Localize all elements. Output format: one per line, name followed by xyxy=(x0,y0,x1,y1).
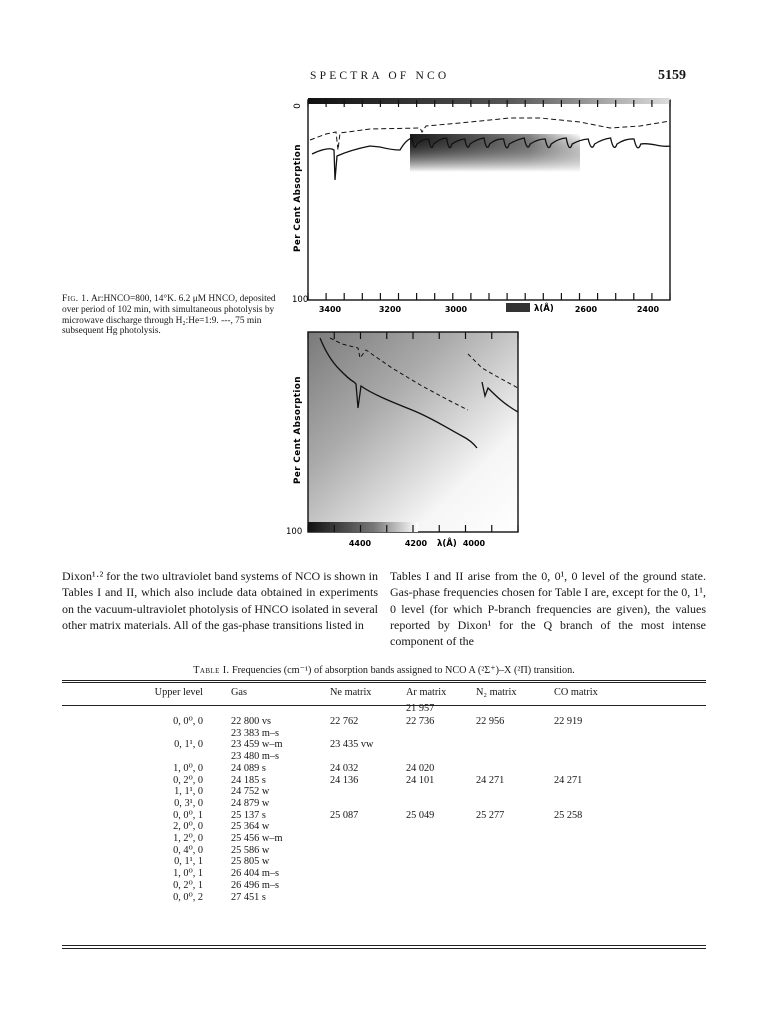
table-row xyxy=(62,880,706,892)
x-tick-label: 4400 xyxy=(348,539,372,548)
table-row xyxy=(62,868,706,880)
table-cell xyxy=(476,868,554,880)
table-cell xyxy=(554,821,706,833)
table-cell xyxy=(476,702,554,716)
table-cell xyxy=(554,739,706,751)
table-rule-top-double xyxy=(62,682,706,683)
table-cell xyxy=(476,821,554,833)
table-cell xyxy=(318,892,406,904)
table-cell: 27 451 s xyxy=(231,891,266,903)
table-label: Table I. xyxy=(193,665,230,676)
table-cell: 23 383 m–s xyxy=(231,727,280,739)
table-cell: 0, 0⁰, 0 xyxy=(173,716,203,727)
column-header: N₂ matrix xyxy=(476,687,517,698)
table-cell xyxy=(476,763,554,775)
body-paragraph: Tables I and II arise from the 0, 0¹, 0 level of the ground state. Gas-phase frequencies chosen for Table I are, except for the 0, 1¹, 0 level (for which P-branch frequencies are given), the values reported by Dixon¹ for the Q branch of the most intense component of the xyxy=(390,569,706,649)
table-cell xyxy=(318,868,406,880)
plot-shading xyxy=(308,332,518,532)
table-cell xyxy=(476,739,554,751)
table-cell: 23 435 vw xyxy=(330,739,374,751)
label-shading xyxy=(506,303,530,312)
table-cell: 26 496 m–s xyxy=(231,879,280,891)
table-cell xyxy=(554,845,706,857)
x-axis-label: λ(Å) xyxy=(437,539,457,549)
table-cell: 23 480 m–s xyxy=(231,751,280,763)
body-paragraph: Dixon¹·² for the two ultraviolet band systems of NCO is shown in Tables I and II, which also include data obtained in experiments on the vacuum-ultraviolet photolysis of HNCO isolated in several other matrix materials. All of the gas-phase transitions listed in xyxy=(62,569,378,632)
table-cell xyxy=(231,702,318,716)
table-rule-bottom xyxy=(62,945,706,946)
column-header: Ar matrix xyxy=(406,687,447,698)
table-cell: 25 456 w–m xyxy=(231,833,283,845)
table-rule-bottom-double xyxy=(62,948,706,949)
table-cell xyxy=(554,751,706,763)
x-axis-tick-labels xyxy=(349,539,486,548)
table-cell xyxy=(318,856,406,868)
table-cell xyxy=(554,798,706,810)
table-row xyxy=(62,775,706,787)
table-cell: 22 762 xyxy=(330,716,359,727)
table-cell xyxy=(554,728,706,740)
table-cell xyxy=(406,728,476,740)
table-cell: 1, 0⁰, 1 xyxy=(173,868,203,880)
table-cell: 25 805 w xyxy=(231,856,270,868)
table-cell: 0, 1¹, 0 xyxy=(174,739,203,751)
table-cell: 25 586 w xyxy=(231,844,270,856)
table-cell: 25 049 xyxy=(406,809,435,821)
figure-caption xyxy=(62,294,292,337)
table-cell: 21 957 xyxy=(406,703,435,715)
spectrum-figure-top xyxy=(280,92,690,320)
table-cell: 24 101 xyxy=(406,774,435,786)
table-body xyxy=(62,702,706,903)
y-axis-label: Per Cent Absorption xyxy=(293,144,303,252)
table-cell xyxy=(318,702,406,716)
table-row xyxy=(62,845,706,857)
table-cell: 24 752 w xyxy=(231,786,270,798)
table-cell xyxy=(554,880,706,892)
table-cell: 23 459 w–m xyxy=(231,739,283,751)
table-cell: 25 364 w xyxy=(231,821,270,833)
table-cell: 0, 0⁰, 1 xyxy=(173,809,203,821)
table-cell: 24 020 xyxy=(406,762,435,774)
table-cell: 1, 2⁰, 0 xyxy=(173,833,203,845)
top-axis-ticks xyxy=(308,100,670,300)
table-cell xyxy=(318,845,406,857)
table-cell xyxy=(406,786,476,798)
table-cell xyxy=(318,880,406,892)
table-cell: 25 087 xyxy=(330,809,359,821)
table-cell: 0, 0⁰, 2 xyxy=(173,891,203,903)
table-row xyxy=(62,856,706,868)
bottom-shading xyxy=(308,522,418,532)
body-column-left xyxy=(62,568,378,633)
table-cell xyxy=(554,892,706,904)
table-cell xyxy=(554,856,706,868)
page-number: 5159 xyxy=(658,68,686,83)
table-row xyxy=(62,763,706,775)
table-cell: 24 089 s xyxy=(231,762,266,774)
table-cell xyxy=(406,821,476,833)
table-cell xyxy=(476,833,554,845)
figure-label: Fig. 1. xyxy=(62,294,90,304)
x-axis-label: λ(Å) xyxy=(534,304,554,314)
table-cell: 0, 1¹, 1 xyxy=(174,856,203,868)
table-cell: 22 800 vs xyxy=(231,716,272,727)
table-cell: 24 271 xyxy=(476,774,505,786)
table-header-row xyxy=(62,685,706,702)
column-header: Gas xyxy=(231,687,248,698)
table-cell: 0, 2⁰, 0 xyxy=(173,774,203,786)
y-top-tick-label: 0 xyxy=(293,103,303,109)
table-cell: 24 032 xyxy=(330,762,359,774)
table-row xyxy=(62,892,706,904)
column-header: CO matrix xyxy=(554,687,598,698)
y-bottom-tick-label: 100 xyxy=(286,527,303,537)
table-cell: 22 919 xyxy=(554,716,583,727)
body-column-right xyxy=(390,568,706,649)
table-cell: 24 136 xyxy=(330,774,359,786)
column-header: Upper level xyxy=(154,687,203,698)
table-row xyxy=(62,821,706,833)
table-cell xyxy=(406,798,476,810)
table-cell xyxy=(476,845,554,857)
table-rule-top xyxy=(62,680,706,681)
table-cell xyxy=(476,856,554,868)
table-cell: 1, 1¹, 0 xyxy=(174,786,203,798)
frequency-table xyxy=(62,685,706,903)
table-cell: 1, 0⁰, 0 xyxy=(173,762,203,774)
table-caption: Frequencies (cm⁻¹) of absorption bands assigned to NCO A (²Σ⁺)–X (²Π) transition. xyxy=(229,665,575,676)
shaded-fade xyxy=(410,134,580,172)
table-cell: 22 956 xyxy=(476,716,505,727)
table-cell xyxy=(318,751,406,763)
table-row xyxy=(62,810,706,822)
caption-text: Ar:HNCO=800, 14°K. 6.2 μM HNCO, deposited over period of 102 min, with simultaneous photolysis by microwave discharge through H₂:He=1:9. ---, 75 min subsequent Hg photolysis. xyxy=(62,294,276,337)
table-cell: 2, 0⁰, 0 xyxy=(173,821,203,833)
table-cell xyxy=(318,786,406,798)
table-cell xyxy=(318,833,406,845)
table-cell xyxy=(554,833,706,845)
table-cell xyxy=(406,845,476,857)
table-row xyxy=(62,716,706,728)
x-tick-label: 3400 xyxy=(318,305,342,314)
table-cell xyxy=(406,880,476,892)
plot-frame xyxy=(308,100,670,300)
table-row xyxy=(62,702,706,716)
table-cell: 0, 4⁰, 0 xyxy=(173,844,203,856)
table-row xyxy=(62,786,706,798)
table-cell: 25 137 s xyxy=(231,809,266,821)
table-cell xyxy=(554,786,706,798)
table-row xyxy=(62,739,706,751)
table-title xyxy=(62,665,706,676)
y-bottom-tick-label: 100 xyxy=(292,295,309,305)
table-row xyxy=(62,751,706,763)
table-cell xyxy=(476,786,554,798)
table-cell xyxy=(476,728,554,740)
x-tick-label: 2600 xyxy=(574,305,598,314)
table-cell: 22 736 xyxy=(406,716,435,727)
table-cell xyxy=(476,798,554,810)
table-cell xyxy=(554,763,706,775)
x-tick-label: 4000 xyxy=(462,539,486,548)
table-cell xyxy=(62,751,231,763)
table-cell xyxy=(318,821,406,833)
table-cell xyxy=(406,892,476,904)
table-cell xyxy=(554,868,706,880)
table-cell: 24 185 s xyxy=(231,774,266,786)
table-cell xyxy=(406,868,476,880)
table-cell xyxy=(406,739,476,751)
table-cell: 25 277 xyxy=(476,809,505,821)
table-row xyxy=(62,798,706,810)
table-cell xyxy=(406,751,476,763)
table-row xyxy=(62,833,706,845)
table-cell xyxy=(554,702,706,716)
table-cell xyxy=(476,751,554,763)
table-cell: 25 258 xyxy=(554,809,583,821)
x-axis-tick-labels xyxy=(319,305,660,314)
table-cell xyxy=(318,798,406,810)
x-tick-label: 3000 xyxy=(444,305,468,314)
table-cell xyxy=(476,880,554,892)
table-cell: 26 404 m–s xyxy=(231,868,280,880)
table-cell xyxy=(406,856,476,868)
table-cell: 24 271 xyxy=(554,774,583,786)
spectrum-figure-bottom xyxy=(282,330,527,552)
table-cell xyxy=(62,728,231,740)
table-cell xyxy=(62,702,231,716)
table-row xyxy=(62,728,706,740)
table-cell xyxy=(318,728,406,740)
table-cell xyxy=(406,833,476,845)
table-cell: 24 879 w xyxy=(231,797,270,809)
table-cell: 0, 2⁰, 1 xyxy=(173,879,203,891)
x-tick-label: 3200 xyxy=(378,305,402,314)
x-tick-label: 4200 xyxy=(404,539,428,548)
column-header: Ne matrix xyxy=(330,687,372,698)
y-axis-label: Per Cent Absorption xyxy=(293,376,303,484)
running-head: SPECTRA OF NCO xyxy=(310,70,450,82)
table-cell xyxy=(476,892,554,904)
x-tick-label: 2400 xyxy=(636,305,660,314)
table-cell: 0, 3¹, 0 xyxy=(174,797,203,809)
